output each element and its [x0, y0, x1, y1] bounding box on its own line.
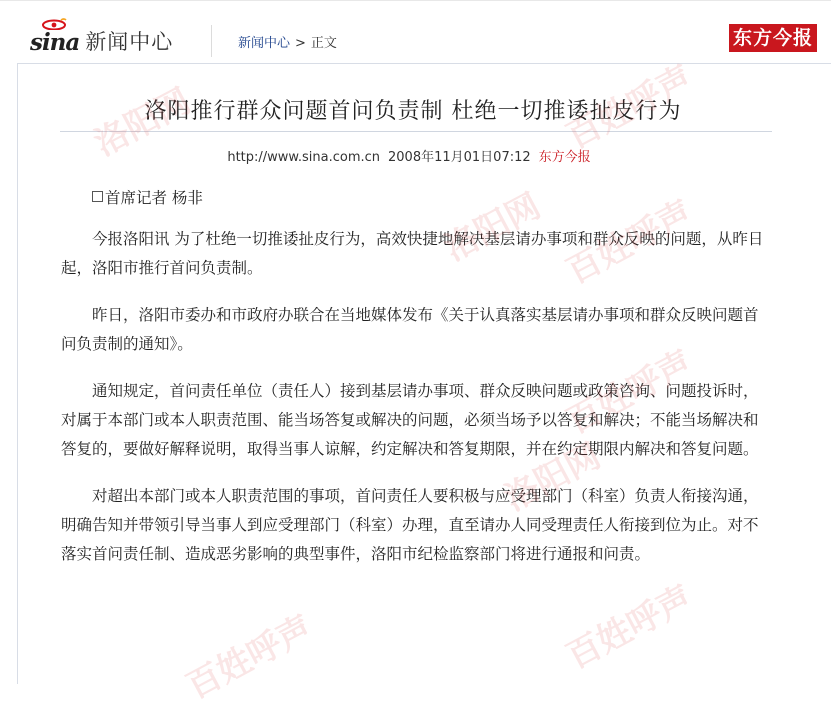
article-reporter — [61, 184, 773, 213]
sina-logo-text: sina — [30, 29, 80, 56]
breadcrumb-separator: > — [295, 36, 306, 51]
article-source-url: http://www.sina.com.cn — [227, 150, 380, 165]
sina-eye-icon — [41, 18, 67, 30]
news-center-logo-text: 新闻中心 — [85, 30, 174, 54]
breadcrumb-current: 正文 — [310, 36, 337, 51]
article-source-link[interactable]: 东方今报 — [538, 150, 591, 165]
article-paragraph: 昨日，洛阳市委办和市政府办联合在当地媒体发布《关于认真落实基层请办事项和群众反映问题首问负责制的通知》。 — [61, 306, 759, 353]
source-logo[interactable]: 东方今报 — [729, 24, 817, 52]
reporter-name: 首席记者 杨非 — [105, 189, 203, 207]
article-meta — [18, 146, 808, 165]
site-header — [0, 8, 831, 64]
title-divider — [60, 131, 772, 132]
article-paragraph: 今报洛阳讯 为了杜绝一切推诿扯皮行为，高效快捷地解决基层请办事项和群众反映的问题，从昨日起，洛阳市推行首问负责制。 — [61, 230, 764, 277]
box-glyph-icon — [92, 191, 103, 202]
breadcrumb-home-link[interactable]: 新闻中心 — [238, 36, 291, 51]
article-body — [61, 184, 773, 587]
sina-news-logo[interactable] — [30, 22, 173, 56]
article-paragraph: 对超出本部门或本人职责范围的事项，首问责任人要积极与应受理部门（科室）负责人衔接沟通，明确告知并带领引导当事人到应受理部门（科室）办理，直至请办人同受理责任人衔接到位为止。对不落实首问责任制、造成恶劣影响的典型事件，洛阳市纪检监察部门将进行通报和问责。 — [61, 487, 759, 563]
article-container — [17, 63, 831, 684]
top-border — [0, 0, 831, 1]
article-paragraph: 通知规定，首问责任单位（责任人）接到基层请办事项、群众反映问题或政策咨询、问题投诉时，对属于本部门或本人职责范围、能当场答复或解决的问题，必须当场予以答复和解决；不能当场解决和答复的，要做好解释说明，取得当事人谅解，约定解决和答复期限，并在约定期限内解决和答复问题。 — [61, 382, 759, 458]
sina-logo-wordmark — [30, 29, 79, 56]
article-title: 洛阳推行群众问题首问负责制 杜绝一切推诿扯皮行为 — [144, 99, 682, 124]
article-datetime: 2008年11月01日07:12 — [388, 150, 531, 165]
header-divider — [211, 25, 212, 57]
breadcrumb — [238, 32, 337, 51]
